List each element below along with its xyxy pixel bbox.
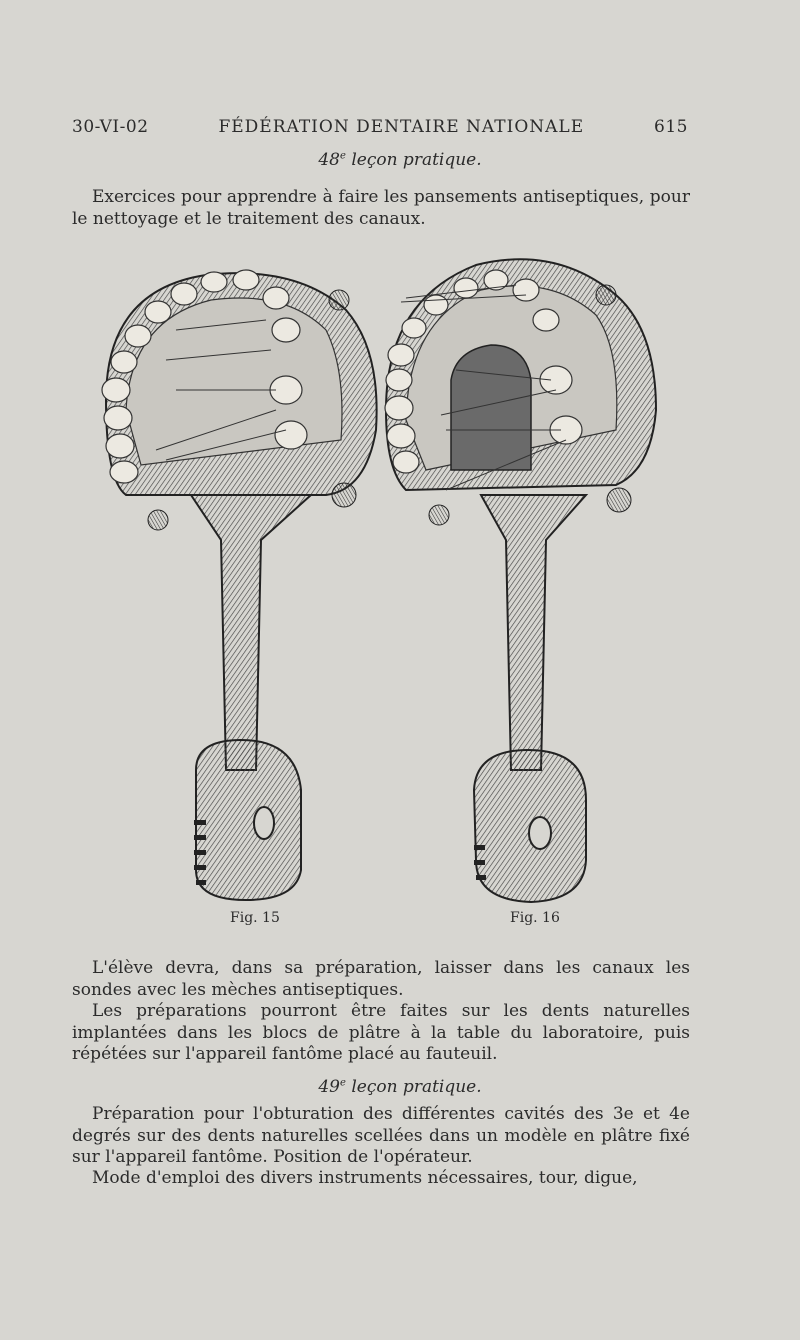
page-number: 615 xyxy=(654,117,688,137)
dental-phantom-illustration xyxy=(96,250,666,910)
fig-16-caption: Fig. 16 xyxy=(510,910,560,926)
paragraph-preparations: Les préparations pourront être faites sur les dents naturelles implantées dans les blocs de plâtre à la table du laboratoire, puis répétées sur l'appareil fantôme placé au fauteuil. xyxy=(72,1001,690,1064)
fig-16-drawing xyxy=(385,259,656,902)
header-title: FÉDÉRATION DENTAIRE NATIONALE xyxy=(218,117,585,137)
fig-15-caption: Fig. 15 xyxy=(230,910,280,926)
fig-15-drawing xyxy=(102,270,377,900)
figure-illustrations xyxy=(96,250,666,910)
paragraph-obturation: Préparation pour l'obturation des différentes cavités des 3e et 4e degrés sur des dents naturelles scellées dans un modèle en plâtre fixé sur l'appareil fantôme. Position de l'opérateur. xyxy=(72,1104,690,1167)
paragraph-exercises: Exercices pour apprendre à faire les pansements antiseptiques, pour le nettoyage et le traitement des canaux. xyxy=(72,187,690,229)
header-date: 30-VI-02 xyxy=(72,117,149,137)
paragraph-student: L'élève devra, dans sa préparation, laisser dans les canaux les sondes avec les mèches antiseptiques. xyxy=(72,958,690,1000)
running-header xyxy=(72,117,688,137)
lesson-49-title: 49e leçon pratique. xyxy=(318,1077,482,1097)
lesson-48-title: 48e leçon pratique. xyxy=(318,150,482,170)
paragraph-instruments: Mode d'emploi des divers instruments nécessaires, tour, digue, xyxy=(92,1168,638,1188)
